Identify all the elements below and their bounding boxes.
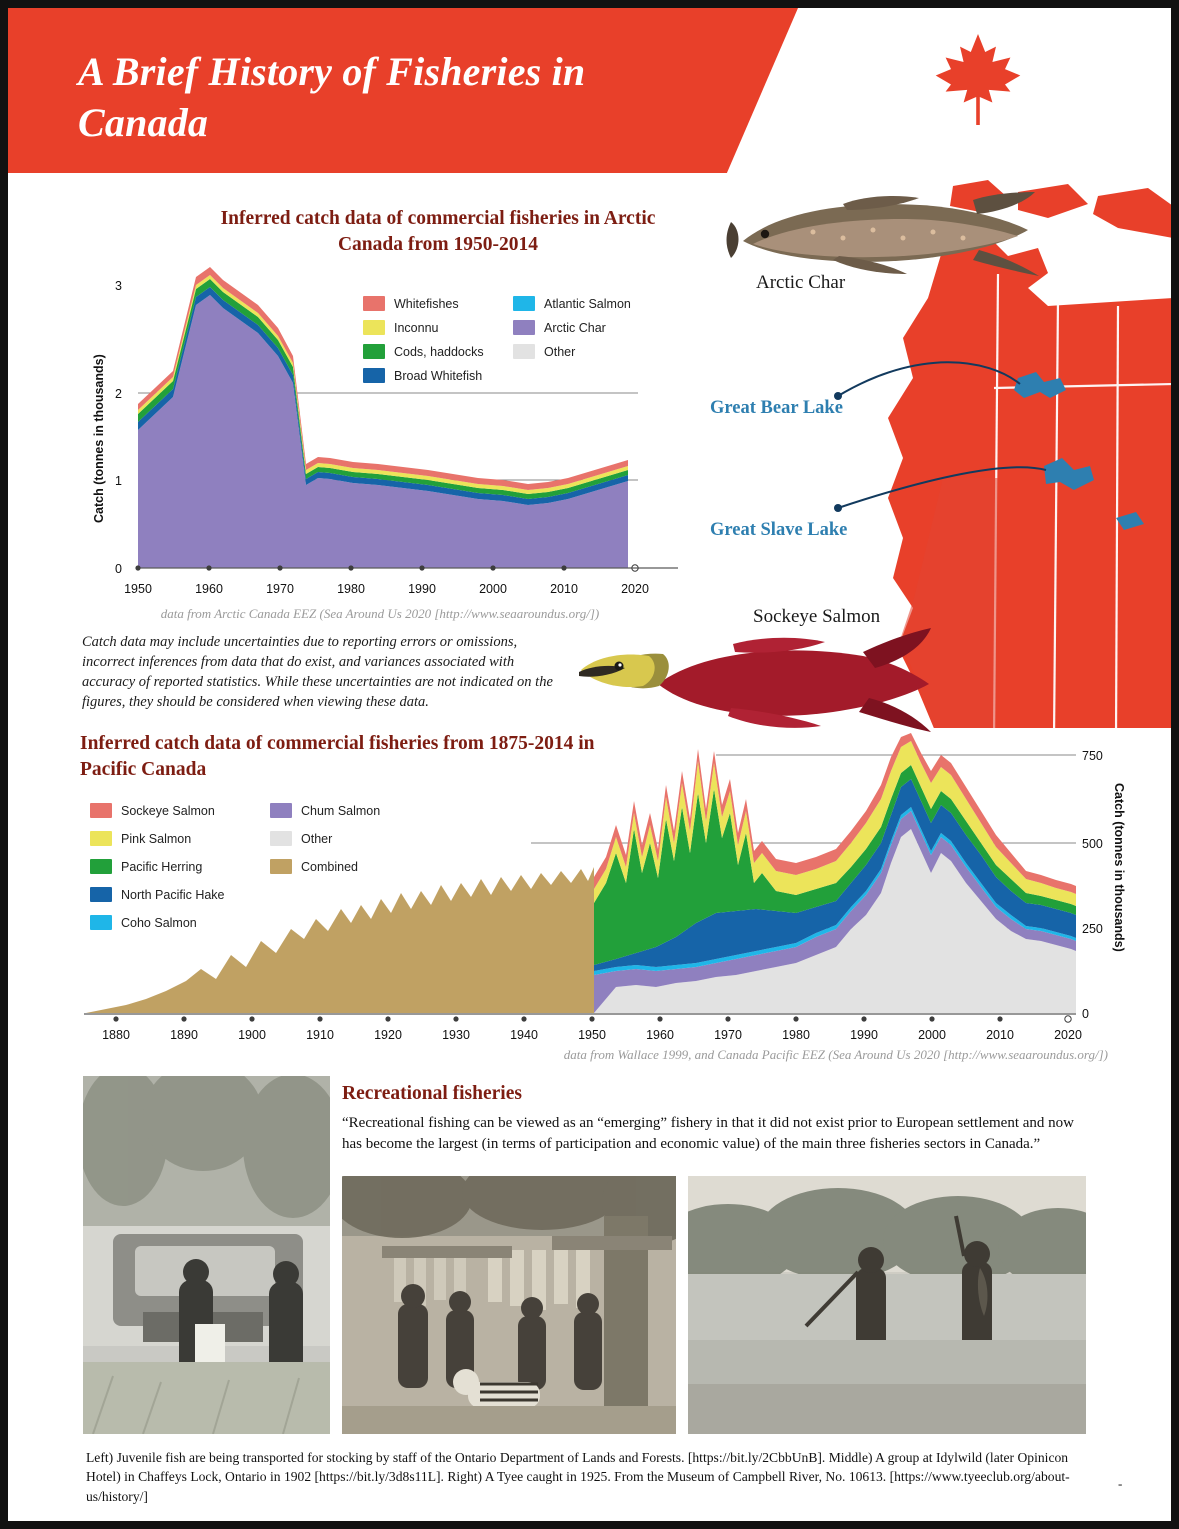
legend-item	[513, 344, 663, 359]
legend-item	[90, 831, 270, 846]
legend-swatch	[90, 831, 112, 846]
svg-text:2020: 2020	[621, 582, 649, 596]
legend-label: Whitefishes	[394, 296, 459, 311]
svg-text:0: 0	[115, 562, 122, 576]
sockeye-salmon-illustration	[563, 626, 933, 736]
svg-text:1900: 1900	[238, 1028, 266, 1042]
legend-swatch	[363, 296, 385, 311]
legend-swatch	[270, 803, 292, 818]
legend-item	[363, 320, 513, 335]
legend-item	[270, 803, 450, 818]
arctic-char-illustration	[723, 186, 1043, 281]
svg-text:2000: 2000	[918, 1028, 946, 1042]
svg-text:1950: 1950	[578, 1028, 606, 1042]
legend-item	[270, 859, 450, 874]
pacific-chart-source: data from Wallace 1999, and Canada Pacific EEZ (Sea Around Us 2020 [http://www.seaaroundus.org/])	[563, 1047, 1108, 1062]
legend-label: Combined	[301, 859, 358, 874]
legend-item	[363, 344, 513, 359]
svg-text:2: 2	[115, 387, 122, 401]
legend-swatch	[90, 915, 112, 930]
maple-leaf-icon	[933, 32, 1023, 127]
photo-tyee-caught-1925	[688, 1176, 1086, 1434]
svg-text:750: 750	[1082, 749, 1103, 763]
legend-label: North Pacific Hake	[121, 887, 225, 902]
sockeye-salmon-label: Sockeye Salmon	[753, 606, 881, 627]
trailing-dash: -	[1118, 1476, 1123, 1491]
legend-label: Chum Salmon	[301, 803, 381, 818]
arctic-chart-title: Inferred catch data of commercial fisheries in Arctic Canada from 1950-2014	[220, 208, 656, 255]
pacific-chart-title: Inferred catch data of commercial fisheries from 1875-2014 in Pacific Canada	[80, 733, 595, 781]
svg-text:1910: 1910	[306, 1028, 334, 1042]
svg-text:2010: 2010	[550, 582, 578, 596]
legend-label: Atlantic Salmon	[544, 296, 631, 311]
legend-label: Other	[544, 344, 576, 359]
legend-item	[363, 296, 513, 311]
svg-text:1960: 1960	[195, 582, 223, 596]
data-caveat-text: Catch data may include uncertainties due to reporting errors or omissions, incorrect inferences from data that do exist, and variances associated with accuracy of reported statistics. While these uncertainties are not indicated on the figures, they should be considered when viewing these data.	[82, 634, 553, 710]
legend-swatch	[90, 859, 112, 874]
svg-text:2000: 2000	[479, 582, 507, 596]
svg-text:250: 250	[1082, 922, 1103, 936]
legend-label: Inconnu	[394, 320, 439, 335]
legend-swatch	[363, 368, 385, 383]
svg-text:2010: 2010	[986, 1028, 1014, 1042]
svg-text:2020: 2020	[1054, 1028, 1082, 1042]
svg-text:1980: 1980	[782, 1028, 810, 1042]
svg-text:1880: 1880	[102, 1028, 130, 1042]
legend-label: Cods, haddocks	[394, 344, 484, 359]
legend-swatch	[90, 887, 112, 902]
svg-text:1990: 1990	[850, 1028, 878, 1042]
svg-text:500: 500	[1082, 837, 1103, 851]
legend-label: Broad Whitefish	[394, 368, 483, 383]
pacific-chart-legend	[90, 803, 450, 943]
legend-swatch	[270, 859, 292, 874]
svg-text:0: 0	[1082, 1007, 1089, 1021]
arctic-y-axis-label: Catch (tonnes in thousands)	[92, 354, 106, 523]
svg-text:1980: 1980	[337, 582, 365, 596]
legend-item	[513, 296, 663, 311]
legend-item	[90, 887, 290, 902]
svg-text:1920: 1920	[374, 1028, 402, 1042]
svg-text:1970: 1970	[714, 1028, 742, 1042]
poster-canvas	[8, 8, 1171, 1521]
svg-text:1950: 1950	[124, 582, 152, 596]
legend-label: Other	[301, 831, 333, 846]
recreational-quote: “Recreational fishing can be viewed as an “emerging” fishery in that it did not exist prior to European settlement and now has become the largest (in terms of participation and economic value) of the main three fisheries sectors in Canada.”	[342, 1115, 1074, 1153]
legend-swatch	[270, 831, 292, 846]
great-slave-lake-label: Great Slave Lake	[710, 520, 848, 540]
legend-item	[270, 831, 450, 846]
legend-item	[363, 368, 518, 383]
svg-text:1890: 1890	[170, 1028, 198, 1042]
pacific-y-axis-label: Catch (tonnes in thousands)	[1112, 783, 1126, 952]
legend-item	[90, 859, 270, 874]
svg-text:1: 1	[115, 474, 122, 488]
legend-item	[90, 803, 270, 818]
svg-text:1970: 1970	[266, 582, 294, 596]
legend-swatch	[363, 320, 385, 335]
recreational-section-title: Recreational fisheries	[342, 1083, 522, 1104]
arctic-chart-source: data from Arctic Canada EEZ (Sea Around Us 2020 [http://www.seaaroundus.org/])	[160, 606, 600, 621]
legend-label: Pacific Herring	[121, 859, 203, 874]
legend-item	[513, 320, 663, 335]
legend-swatch	[513, 344, 535, 359]
legend-item	[90, 915, 290, 930]
svg-text:1930: 1930	[442, 1028, 470, 1042]
legend-label: Sockeye Salmon	[121, 803, 215, 818]
legend-swatch	[513, 296, 535, 311]
legend-swatch	[363, 344, 385, 359]
photo-idylwild-group	[342, 1176, 676, 1434]
arctic-chart-legend	[363, 296, 663, 392]
page-title: A Brief History of Fisheries in Canada	[78, 49, 586, 146]
svg-text:1990: 1990	[408, 582, 436, 596]
svg-text:1960: 1960	[646, 1028, 674, 1042]
legend-label: Pink Salmon	[121, 831, 192, 846]
legend-label: Arctic Char	[544, 320, 606, 335]
legend-swatch	[90, 803, 112, 818]
svg-text:3: 3	[115, 279, 122, 293]
photo-juvenile-fish-stocking	[83, 1076, 330, 1434]
great-bear-lake-label: Great Bear Lake	[710, 398, 843, 418]
legend-swatch	[513, 320, 535, 335]
arctic-char-label: Arctic Char	[756, 272, 846, 293]
svg-text:1940: 1940	[510, 1028, 538, 1042]
photo-credits-caption: Left) Juvenile fish are being transported for stocking by staff of the Ontario Department of Lands and Forests. [https://bit.ly/2CbbUnB]. Middle) A group at Idylwild (later Opinicon Hotel) in Chaffeys Lock, Ontario in 1902 [https://bit.ly/3d8s11L]. Right) A Tyee caught in 1925. From the Museum of Campbell River, No. 10613. [https://www.tyeeclub.org/about-us/history/]	[86, 1450, 1070, 1504]
legend-label: Coho Salmon	[121, 915, 197, 930]
